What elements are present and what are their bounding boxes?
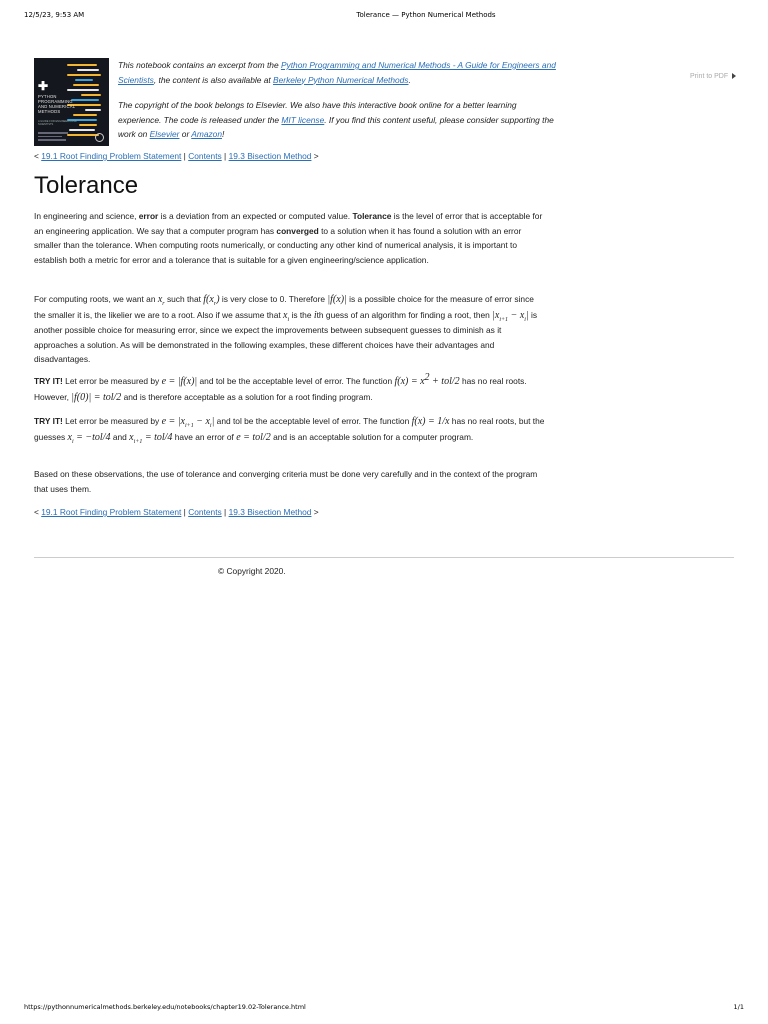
elsevier-link[interactable]: Elsevier <box>149 129 180 139</box>
paragraph-error-measures: For computing roots, we want an $x_r$ such that $f(x_r)$ is very close to 0. Therefore |f(x)| is a possible choice for the measure of error since the smaller it is, the likelier we are to a root. Also if we assume that $x_i$ is the ith guess of an algorithm for finding a root, then $|x_{i+1} - x_i|$ is another possible choice for measuring error, since we expect the improvements between subsequent guesses to diminish as it approaches a solution. As will be demonstrated in the following examples, these different choices have their advantages and disadvantages. <box>34 294 538 365</box>
paragraph-definition: In engineering and science, error is a deviation from an expected or computed value. Tolerance is the level of error that is acceptable for an engineering application. We say that a computer program has converged to a solution when it has found a solution with an error smaller than the tolerance. When computing roots numerically, or conducting any other kind of numerical analysis, it is important to establish both a metric for error and a tolerance that is suitable for a given engineering/science application. <box>34 211 543 265</box>
elsevier-logo-icon <box>95 133 104 142</box>
chapter-nav-bottom: < 19.1 Root Finding Problem Statement | Contents | 19.3 Bisection Method > <box>34 507 319 517</box>
prev-chapter-link[interactable]: 19.1 Root Finding Problem Statement <box>41 151 182 161</box>
play-icon <box>732 73 736 79</box>
print-url: https://pythonnumericalmethods.berkeley.edu/notebooks/chapter19.02-Tolerance.html <box>24 1003 306 1011</box>
intro-paragraph-1: This notebook contains an excerpt from the Python Programming and Numerical Methods - A Guide for Engineers and Scientists, the content is also available at Berkeley Python Numerical Methods. <box>118 60 556 85</box>
print-date: 12/5/23, 9:53 AM <box>24 11 85 19</box>
try-it-example-2: TRY IT! Let error be measured by $e = |x_{i+1} - x_i|$ and tol be the acceptable level of error. The function f(x) = 1/x has no real roots, but the guesses $x_i = -tol/4$ and $x_{i+1} = tol/4$ have an error of e = tol/2 and is an acceptable solution for a computer program. <box>34 416 545 445</box>
next-chapter-link[interactable]: 19.3 Bisection Method <box>228 507 312 517</box>
cover-title: PYTHON PROGRAMMING AND NUMERICAL METHODS <box>38 94 76 114</box>
contents-link[interactable]: Contents <box>188 507 222 517</box>
cover-subtitle: A GUIDE FOR ENGINEERS AND SCIENTISTS <box>38 120 77 127</box>
berkeley-link[interactable]: Berkeley Python Numerical Methods <box>273 74 409 85</box>
page-title: Tolerance <box>34 172 139 199</box>
print-title: Tolerance — Python Numerical Methods <box>356 11 496 19</box>
copyright-text: © Copyright 2020. <box>218 566 286 576</box>
intro-paragraph-2: The copyright of the book belongs to Elsevier. We also have this interactive book online for a better learning experience. The code is released under the MIT license. If you find this content useful, please consider supporting the work on Elsevier or Amazon! <box>118 100 554 139</box>
mit-license-link[interactable]: MIT license <box>281 114 325 125</box>
chapter-nav-top: < 19.1 Root Finding Problem Statement | Contents | 19.3 Bisection Method > <box>34 151 319 161</box>
cover-plus-icon: ✚ <box>38 79 49 93</box>
book-link[interactable]: Python Programming and Numerical Methods - A Guide for Engineers and Scientists <box>118 60 556 85</box>
footer-divider <box>34 557 734 558</box>
print-to-pdf-button[interactable]: Print to PDF <box>690 73 736 80</box>
book-cover-image <box>34 58 109 146</box>
print-page-number: 1/1 <box>733 1003 744 1011</box>
prev-chapter-link[interactable]: 19.1 Root Finding Problem Statement <box>41 507 182 517</box>
next-chapter-link[interactable]: 19.3 Bisection Method <box>228 151 312 161</box>
amazon-link[interactable]: Amazon <box>191 129 222 139</box>
try-it-example-1: TRY IT! Let error be measured by e = |f(x)| and tol be the acceptable level of error. The function $f(x) = x^2 + tol/2$ has no real roots. However, |f(0)| = tol/2 and is therefore acceptable as a solution for a root finding program. <box>34 372 527 403</box>
paragraph-conclusion: Based on these observations, the use of tolerance and converging criteria must be done very carefully and in the context of the program that uses them. <box>34 469 538 494</box>
contents-link[interactable]: Contents <box>188 151 222 161</box>
